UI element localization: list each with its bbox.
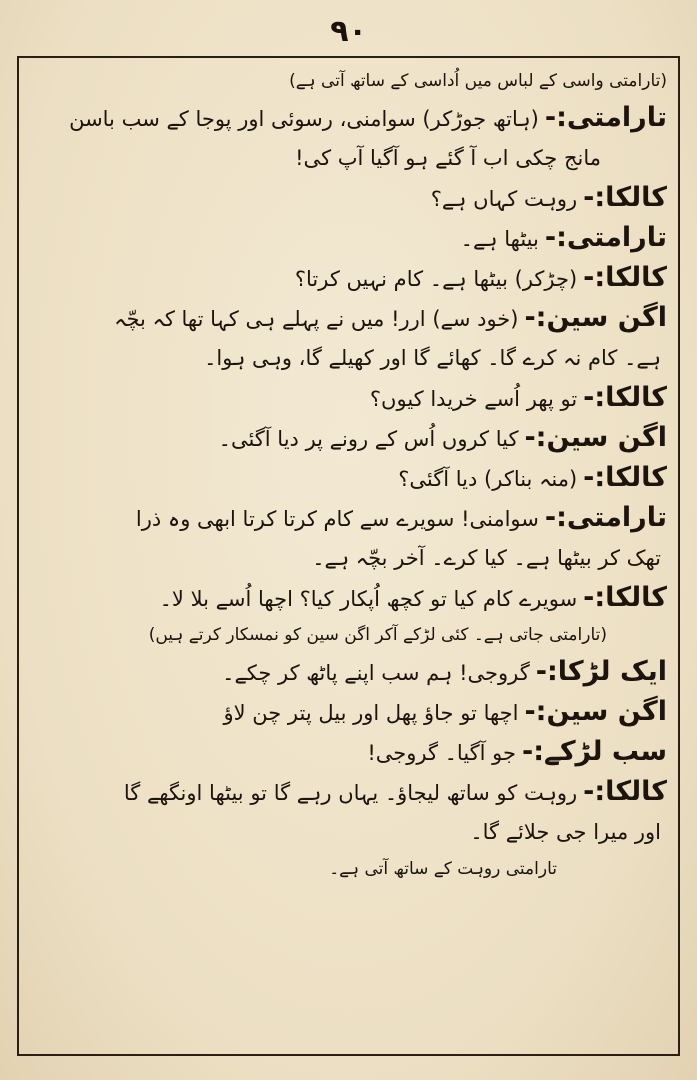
dialogue-text: (خود سے) ارر! میں نے پہلے ہی کہا تھا کہ بچّہ	[114, 307, 519, 331]
speaker-name: کالکا:-	[583, 582, 667, 613]
speaker-name: سب لڑکے:-	[522, 736, 667, 767]
dialogue-text: (ہاتھ جوڑکر) سوامنی، رسوئی اور پوجا کے سب باسن	[69, 107, 539, 131]
speaker-name: اگن سین:-	[524, 422, 667, 453]
dialogue-text: بیٹھا ہے۔	[460, 227, 539, 251]
dialogue-line	[30, 258, 667, 298]
page-number: ۹۰	[330, 14, 367, 49]
dialogue-text: روہت کہاں ہے؟	[430, 187, 578, 211]
dialogue-line	[30, 98, 667, 138]
dialogue-line	[30, 338, 667, 378]
dialogue-text: کیا کروں اُس کے رونے پر دیا آگئی۔	[218, 427, 519, 451]
dialogue-line	[30, 578, 667, 618]
dialogue-text: سوامنی! سویرے سے کام کرتا کرتا ابھی وہ ذرا	[135, 507, 539, 531]
stage-direction	[30, 64, 667, 98]
stage-direction-text: (تارامتی جاتی ہے۔ کئی لڑکے آکر اگن سین کو نمسکار کرتے ہیں)	[148, 625, 607, 645]
speaker-name: کالکا:-	[583, 776, 667, 807]
dialogue-line	[30, 138, 667, 178]
dialogue-line	[30, 772, 667, 812]
stage-direction	[30, 852, 667, 886]
dialogue-text: اچھا تو جاؤ پھل اور بیل پتر چن لاؤ	[223, 701, 519, 725]
dialogue-text: گروجی! ہم سب اپنے پاٹھ کر چکے۔	[222, 661, 530, 685]
dialogue-line	[30, 298, 667, 338]
speaker-name: کالکا:-	[583, 262, 667, 293]
dialogue-line	[30, 538, 667, 578]
dialogue-line	[30, 498, 667, 538]
dialogue-text: (منہ بناکر) دیا آگئی؟	[398, 467, 578, 491]
stage-direction-text: (تارامتی واسی کے لباس میں اُداسی کے ساتھ آتی ہے)	[289, 71, 667, 91]
speaker-name: تارامتی:-	[544, 502, 667, 533]
dialogue-line	[30, 812, 667, 852]
dialogue-line	[30, 458, 667, 498]
speaker-name: تارامتی:-	[544, 102, 667, 133]
stage-direction	[30, 618, 667, 652]
dialogue-line	[30, 652, 667, 692]
dialogue-text: سویرے کام کیا تو کچھ اُپکار کیا؟ اچھا اُسے بلا لا۔	[159, 587, 578, 611]
dialogue-line	[30, 692, 667, 732]
dialogue-text: تو پھر اُسے خریدا کیوں؟	[369, 387, 578, 411]
dialogue-text: مانج چکی اب آ گئے ہو آگیا آپ کی!	[295, 146, 601, 170]
dialogue-text: تھک کر بیٹھا ہے۔ کیا کرے۔ آخر بچّہ ہے۔	[312, 546, 661, 570]
speaker-name: ایک لڑکا:-	[535, 656, 667, 687]
speaker-name: کالکا:-	[583, 182, 667, 213]
speaker-name: کالکا:-	[583, 462, 667, 493]
dialogue-line	[30, 418, 667, 458]
dialogue-line	[30, 378, 667, 418]
speaker-name: اگن سین:-	[524, 302, 667, 333]
speaker-name: کالکا:-	[583, 382, 667, 413]
dialogue-text: روہت کو ساتھ لیجاؤ۔ یہاں رہے گا تو بیٹھا اونگھے گا	[123, 781, 578, 805]
dialogue-line	[30, 178, 667, 218]
dialogue-text: ہے۔ کام نہ کرے گا۔ کھائے گا اور کھیلے گا، وہی ہوا۔	[204, 346, 661, 370]
dialogue-line	[30, 732, 667, 772]
dialogue-text: (چڑکر) بیٹھا ہے۔ کام نہیں کرتا؟	[294, 267, 578, 291]
play-text	[30, 64, 667, 1049]
speaker-name: تارامتی:-	[544, 222, 667, 253]
stage-direction-text: تارامتی روہت کے ساتھ آتی ہے۔	[329, 859, 557, 879]
dialogue-text: اور میرا جی جلائے گا۔	[470, 820, 661, 844]
speaker-name: اگن سین:-	[524, 696, 667, 727]
dialogue-text: جو آگیا۔ گروجی!	[367, 741, 516, 765]
dialogue-line	[30, 218, 667, 258]
